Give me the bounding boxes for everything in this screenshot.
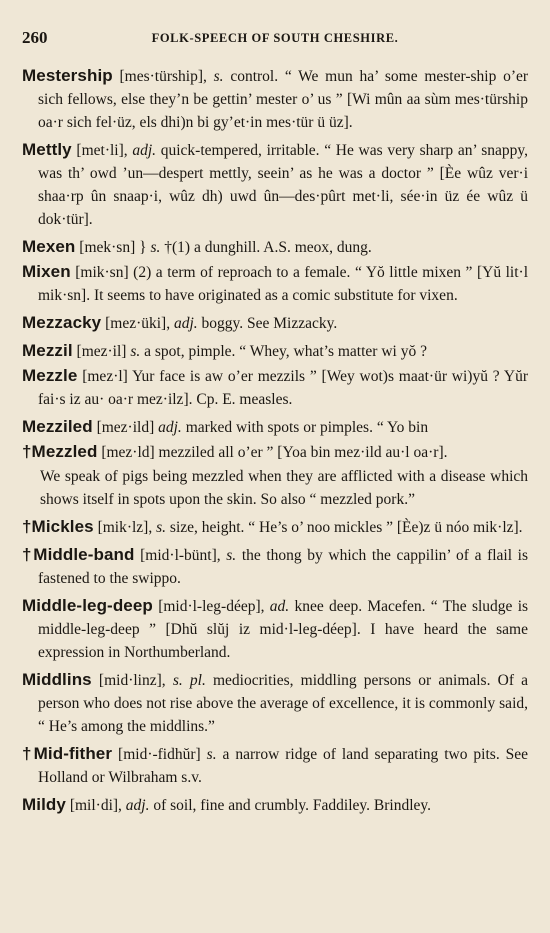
pronunciation: [mes·türship],	[119, 68, 207, 85]
entry-mixen	[22, 260, 528, 307]
definition: control. “ We mun ha’ some mester-ship o’er sich fellows, else they’n be gettin’ mester o’ us ” [Wi mûn aa sùm mes·türship oa·r sich fel·üz, els dhi)n bi gy’et·in mes·tür ü üz].	[38, 68, 529, 131]
headword: †Mickles	[22, 517, 94, 536]
entry-mildy	[22, 793, 528, 817]
definition: of soil, fine and crumbly. Faddiley. Brindley.	[153, 797, 432, 814]
headword: Mezzacky	[22, 313, 102, 332]
pronunciation: [mik·lz],	[97, 519, 153, 536]
entry-mickles	[22, 515, 528, 539]
pronunciation: [mez·ild]	[96, 419, 155, 436]
grammar-label: adj.	[125, 797, 150, 814]
entry-mezzled	[22, 440, 528, 464]
definition: a spot, pimple. “ Whey, what’s matter wi yŏ ?	[144, 343, 427, 360]
entry-mezzil	[22, 339, 528, 363]
headword: †Middle-band	[22, 545, 135, 564]
headword: Mestership	[22, 66, 113, 85]
grammar-label: s.	[226, 547, 237, 564]
headword: Mexen	[22, 237, 76, 256]
grammar-label: adj.	[173, 315, 198, 332]
headword: Mezziled	[22, 417, 93, 436]
headword: Mixen	[22, 262, 71, 281]
grammar-label: s.	[130, 343, 141, 360]
pronunciation: [mid·l-leg-déep],	[158, 598, 265, 615]
definition: (2) a term of reproach to a female. “ Yŏ little mixen ” [Yŭ lit·l mik·sn]. It seems to have originated as a comic substitute for vixen.	[38, 264, 529, 304]
pronunciation: [mez·l]	[82, 368, 128, 385]
pronunciation: [mil·di],	[69, 797, 122, 814]
definition: a narrow ridge of land separating two pits. See Holland or Wilbraham s.v.	[38, 746, 529, 786]
pronunciation: [mez·il]	[76, 343, 127, 360]
grammar-label: s.	[150, 239, 161, 256]
grammar-label: s.	[213, 68, 224, 85]
definition: quick-tempered, irritable. “ He was very sharp an’ snappy, was th’ owd ’un—despert mettly, seein’ as he was a doctor ” [Èe wûz ver·i shaa·rp ûn snaap·i, wûz dh) uwd ûn—des·pûrt met·li, sée·in üz ée wûz ü dok·tür].	[38, 142, 528, 228]
definition: mezziled all o’er ” [Yoa bin mez·ild au·l oa·r].	[158, 444, 448, 461]
pronunciation: [mid·l-bünt],	[140, 547, 221, 564]
entry-mezzle	[22, 364, 528, 411]
definition: Yur face is aw o’er mezzils ” [Wey wot)s maat·ür wi)yŭ ? Yŭr fai·s iz au· oa·r mez·ilz]. Cp. E. measles.	[38, 368, 528, 408]
entry-middlins	[22, 668, 528, 738]
running-head: FOLK-SPEECH OF SOUTH CHESHIRE.	[151, 31, 399, 45]
definition: boggy. See Mizzacky.	[201, 315, 338, 332]
headword: Middle-leg-deep	[22, 596, 153, 615]
dictionary-entries	[22, 64, 528, 927]
definition: mediocrities, middling persons or animals. Of a person who does not rise above the average of excellence, it is commonly said, “ He’s among the middlins.”	[38, 672, 529, 735]
entry-mezziled	[22, 415, 528, 439]
headword: Mezzil	[22, 341, 73, 360]
headword: Mettly	[22, 140, 72, 159]
entry-mexen	[22, 235, 528, 259]
brace-mark: }	[139, 239, 147, 256]
pronunciation: [mek·sn]	[79, 239, 136, 256]
definition: the thong by which the cappilin’ of a flail is fastened to the swippo.	[38, 547, 529, 587]
entry-mezzled-note	[22, 465, 528, 511]
headword: †Mid-fither	[22, 744, 113, 763]
usage-note: We speak of pigs being mezzled when they are afflicted with a disease which shows itself in spots upon the skin. So also “ mezzled pork.”	[40, 468, 528, 508]
entry-mezzacky	[22, 311, 528, 335]
grammar-label: s. pl.	[172, 672, 206, 689]
entry-mid-fither	[22, 742, 528, 789]
headword: †Mezzled	[22, 442, 98, 461]
entry-mestership	[22, 64, 528, 134]
definition: marked with spots or pimples. “ Yo bin	[185, 419, 429, 436]
pronunciation: [mez·ld]	[101, 444, 155, 461]
entry-middle-band	[22, 543, 528, 590]
page-number: 260	[22, 28, 48, 47]
headword: Mildy	[22, 795, 66, 814]
headword: Mezzle	[22, 366, 78, 385]
pronunciation: [met·li],	[76, 142, 128, 159]
pronunciation: [mik·sn]	[75, 264, 129, 281]
grammar-label: ad.	[269, 598, 290, 615]
page-header	[22, 28, 528, 50]
definition: knee deep. Macefen. “ The sludge is middle-leg-deep ” [Dhŭ slŭj iz mid·l-leg-déep]. I have heard the same expression in Northumberland.	[38, 598, 529, 661]
grammar-label: adj.	[158, 419, 182, 436]
entry-mettly	[22, 138, 528, 231]
grammar-label: s.	[206, 746, 217, 763]
pronunciation: [mid·-fidhŭr]	[118, 746, 201, 763]
grammar-label: adj.	[132, 142, 157, 159]
definition: †(1) a dunghill. A.S. meox, dung.	[164, 239, 372, 256]
pronunciation: [mid·linz],	[98, 672, 166, 689]
entry-middle-leg-deep	[22, 594, 528, 664]
definition: size, height. “ He’s o’ noo mickles ” [Èe)z ü nóo mik·lz].	[169, 519, 523, 536]
headword: Middlins	[22, 670, 92, 689]
grammar-label: s.	[156, 519, 167, 536]
pronunciation: [mez·üki],	[105, 315, 171, 332]
